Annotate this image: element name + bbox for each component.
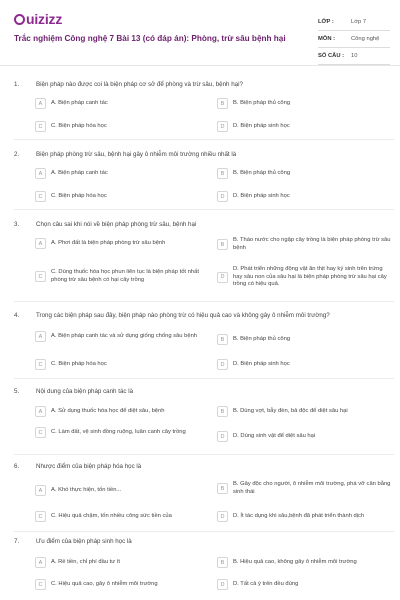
meta-key: MÔN : — [318, 36, 336, 42]
option-b[interactable] — [217, 98, 393, 109]
option-a[interactable] — [35, 406, 207, 417]
option-text: D. Biện pháp sinh học — [233, 122, 290, 129]
question-text: Nhược điểm của biện pháp hóa học là — [36, 463, 142, 470]
option-letter: D — [217, 431, 228, 442]
option-letter: C — [35, 511, 46, 522]
option-a[interactable] — [35, 238, 207, 249]
option-letter: A — [35, 557, 46, 568]
option-a[interactable] — [35, 485, 207, 496]
option-letter: A — [35, 485, 46, 496]
option-text: B. Dùng vợt, bẫy đèn, bả độc để diệt sâu hại — [233, 407, 348, 414]
option-text: D. Tất cả ý trên đều đúng — [233, 580, 299, 587]
page-title: Trắc nghiệm Công nghệ 7 Bài 13 (có đáp án): Phòng, trừ sâu bệnh hại — [14, 34, 286, 43]
option-d[interactable] — [217, 431, 393, 442]
option-d[interactable] — [217, 579, 393, 590]
option-text: C. Hiệu quả chậm, tốn nhiều công sức tiền của — [51, 512, 172, 519]
option-text: C. Làm đất, vệ sinh đồng ruộng, luân canh cây trồng — [51, 428, 186, 435]
option-a[interactable] — [35, 168, 207, 179]
meta-key: SỐ CÂU : — [318, 53, 345, 59]
divider — [14, 301, 394, 302]
question-header — [14, 150, 394, 159]
meta-value: Công nghệ — [351, 36, 380, 42]
option-text: B. Tháo nước cho ngập cây trồng là biện pháp phòng trừ sâu bệnh — [233, 237, 391, 251]
worksheet-header — [0, 0, 400, 66]
option-letter: B — [217, 406, 228, 417]
question-number: 5. — [14, 388, 20, 395]
option-b[interactable] — [217, 481, 393, 496]
option-text: A. Khó thực hiện, tốn tiền... — [51, 486, 122, 493]
option-text: C. Dùng thuốc hóa học phun liên tục là biện pháp tốt nhất phòng trừ sâu bệnh có hại cây trồng — [51, 269, 199, 283]
option-d[interactable] — [217, 121, 393, 132]
option-text: C. Biện pháp hóa học — [51, 360, 107, 367]
question-header — [14, 80, 394, 89]
option-text: D. Ít tác dụng khi sâu,bệnh đã phát triển thành dịch — [233, 512, 365, 519]
option-c[interactable] — [35, 191, 207, 202]
option-a[interactable] — [35, 98, 207, 109]
option-letter: A — [35, 168, 46, 179]
question-header — [14, 220, 394, 229]
meta-row-subject — [318, 31, 390, 48]
meta-value: Lớp 7 — [351, 19, 367, 25]
option-b[interactable] — [217, 168, 393, 179]
option-text: B. Gây độc cho người, ô nhiễm môi trường, phá vỡ cân bằng sinh thái — [233, 481, 391, 495]
option-c[interactable] — [35, 427, 207, 438]
question-number: 2. — [14, 151, 20, 158]
option-letter: D — [217, 579, 228, 590]
option-text: A. Phơi đất là biện pháp phòng trừ sâu bệnh — [51, 239, 166, 246]
option-text: A. Biện pháp canh tác và sử dụng giống chống sâu bệnh — [51, 332, 198, 339]
option-letter: B — [217, 483, 228, 494]
option-b[interactable] — [217, 557, 393, 568]
option-letter: C — [35, 427, 46, 438]
option-text: C. Biện pháp hóa học — [51, 192, 107, 199]
option-text: C. Biện pháp hóa học — [51, 122, 107, 129]
option-letter: C — [35, 271, 46, 282]
question-text: Ưu điểm của biện pháp sinh học là — [36, 538, 132, 545]
question-header — [14, 311, 394, 320]
meta-value: 10 — [351, 53, 358, 59]
divider — [14, 378, 394, 379]
question-text: Trong các biện pháp sau đây, biện pháp nào phòng trừ có hiệu quả cao và không gây ô nhiễm môi trường? — [36, 312, 330, 319]
option-letter: D — [217, 511, 228, 522]
divider — [14, 531, 394, 532]
meta-key: LỚP : — [318, 19, 334, 25]
option-d[interactable] — [217, 266, 393, 289]
option-text: A. Sử dụng thuốc hóa học để diệt sâu, bệnh — [51, 407, 165, 414]
option-letter: B — [217, 98, 228, 109]
option-d[interactable] — [217, 359, 393, 370]
option-text: B. Biện pháp thủ công — [233, 169, 291, 176]
option-a[interactable] — [35, 331, 207, 342]
option-c[interactable] — [35, 511, 207, 522]
question-number: 1. — [14, 81, 20, 88]
option-text: A. Biện pháp canh tác — [51, 99, 108, 106]
question-header — [14, 462, 394, 471]
divider — [14, 454, 394, 455]
question-text: Chọn câu sai khi nói về biện pháp phòng trừ sâu, bệnh hại — [36, 221, 197, 228]
option-letter: D — [217, 191, 228, 202]
option-text: B. Hiệu quả cao, không gây ô nhiễm môi trường — [233, 558, 357, 565]
divider — [14, 209, 394, 210]
option-letter: C — [35, 579, 46, 590]
question-number: 7. — [14, 538, 20, 545]
option-letter: C — [35, 121, 46, 132]
quizizz-logo[interactable]: uizizz — [14, 11, 62, 27]
meta-info — [318, 14, 390, 65]
question-text: Biện pháp nào được coi là biện pháp cơ sở để phòng và trừ sâu, bệnh hại? — [36, 81, 243, 88]
question-number: 6. — [14, 463, 20, 470]
meta-row-grade — [318, 14, 390, 31]
option-letter: A — [35, 406, 46, 417]
option-c[interactable] — [35, 579, 207, 590]
option-text: B. Biện pháp thủ công — [233, 335, 291, 342]
meta-row-count — [318, 48, 390, 65]
question-number: 4. — [14, 312, 20, 319]
option-b[interactable] — [217, 334, 393, 345]
option-text: D. Phát triển những động vật ăn thịt hay ký sinh trên trứng hay sâu non của sâu hại là biện pháp phòng trừ sâu hại cây trồng có hiệu quả. — [233, 266, 387, 288]
option-text: B. Biện pháp thủ công — [233, 99, 291, 106]
option-a[interactable] — [35, 557, 207, 568]
option-letter: A — [35, 98, 46, 109]
question-header — [14, 387, 394, 396]
option-letter: B — [217, 334, 228, 345]
option-letter: A — [35, 238, 46, 249]
question-header — [14, 537, 394, 546]
question-text: Nội dung của biện pháp canh tác là — [36, 388, 134, 395]
question-number: 3. — [14, 221, 20, 228]
option-letter: C — [35, 191, 46, 202]
question-text: Biện pháp phòng trừ sâu, bệnh hại gây ô nhiễm môi trường nhiều nhất là — [36, 151, 237, 158]
option-letter: A — [35, 331, 46, 342]
option-d[interactable] — [217, 191, 393, 202]
divider — [14, 139, 394, 140]
option-letter: D — [217, 359, 228, 370]
option-letter: D — [217, 121, 228, 132]
option-b[interactable] — [217, 406, 393, 417]
option-b[interactable] — [217, 237, 393, 252]
option-text: D. Biện pháp sinh học — [233, 192, 290, 199]
option-text: A. Biện pháp canh tác — [51, 169, 108, 176]
option-letter: D — [217, 272, 228, 283]
option-letter: B — [217, 239, 228, 250]
option-d[interactable] — [217, 511, 393, 522]
option-letter: C — [35, 359, 46, 370]
option-c[interactable] — [35, 269, 207, 284]
option-text: D. Biện pháp sinh học — [233, 360, 290, 367]
option-c[interactable] — [35, 359, 207, 370]
option-c[interactable] — [35, 121, 207, 132]
logo-q-icon — [14, 14, 25, 25]
option-letter: B — [217, 168, 228, 179]
option-text: A. Rẻ tiền, chỉ phí đầu tư ít — [51, 558, 120, 565]
option-text: C. Hiệu quả cao, gây ô nhiễm môi trường — [51, 580, 158, 587]
option-text: D. Dùng sinh vật để diệt sâu hại — [233, 432, 316, 439]
option-letter: B — [217, 557, 228, 568]
